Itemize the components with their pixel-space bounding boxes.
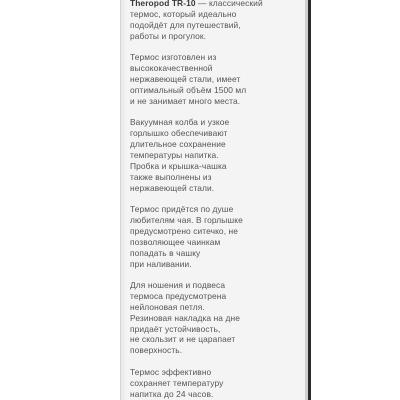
intro-text: — классический термос, который идеально подойдёт для путешествий, работы и прогулок. [130, 0, 263, 41]
paragraph-vacuum: Вакуумная колба и узкое горлышко обеспечивают длительное сохранение температуры напитка. Пробка и крышка-чашка также выполнены из нержавеющей стали. [130, 117, 230, 193]
paragraph-temperature: Термос эффективно сохраняет температуру напитка до 24 часов. [130, 366, 224, 399]
product-description [130, 0, 300, 400]
background-left [0, 0, 78, 400]
paragraph-carry: Для ношения и подвеса термоса предусмотрена нейлоновая петля. Резиновая накладка на дне придаёт устойчивость, не скользит и не царапает поверхность. [130, 279, 240, 356]
paragraph-material: Термос изготовлен из высококачественной нержавеющей стали, имеет оптимальный объём 1500 мл и не занимает много места. [130, 52, 247, 106]
paragraph-intro [130, 0, 300, 42]
paragraph-tea: Термос придётся по душе любителям чая. В горлышке предусмотрено ситечко, не позволяющее чаинкам попадать в чашку при наливании. [130, 204, 243, 269]
brand-name: Theropod TR-10 [130, 0, 196, 8]
box-edge-line [308, 0, 311, 400]
